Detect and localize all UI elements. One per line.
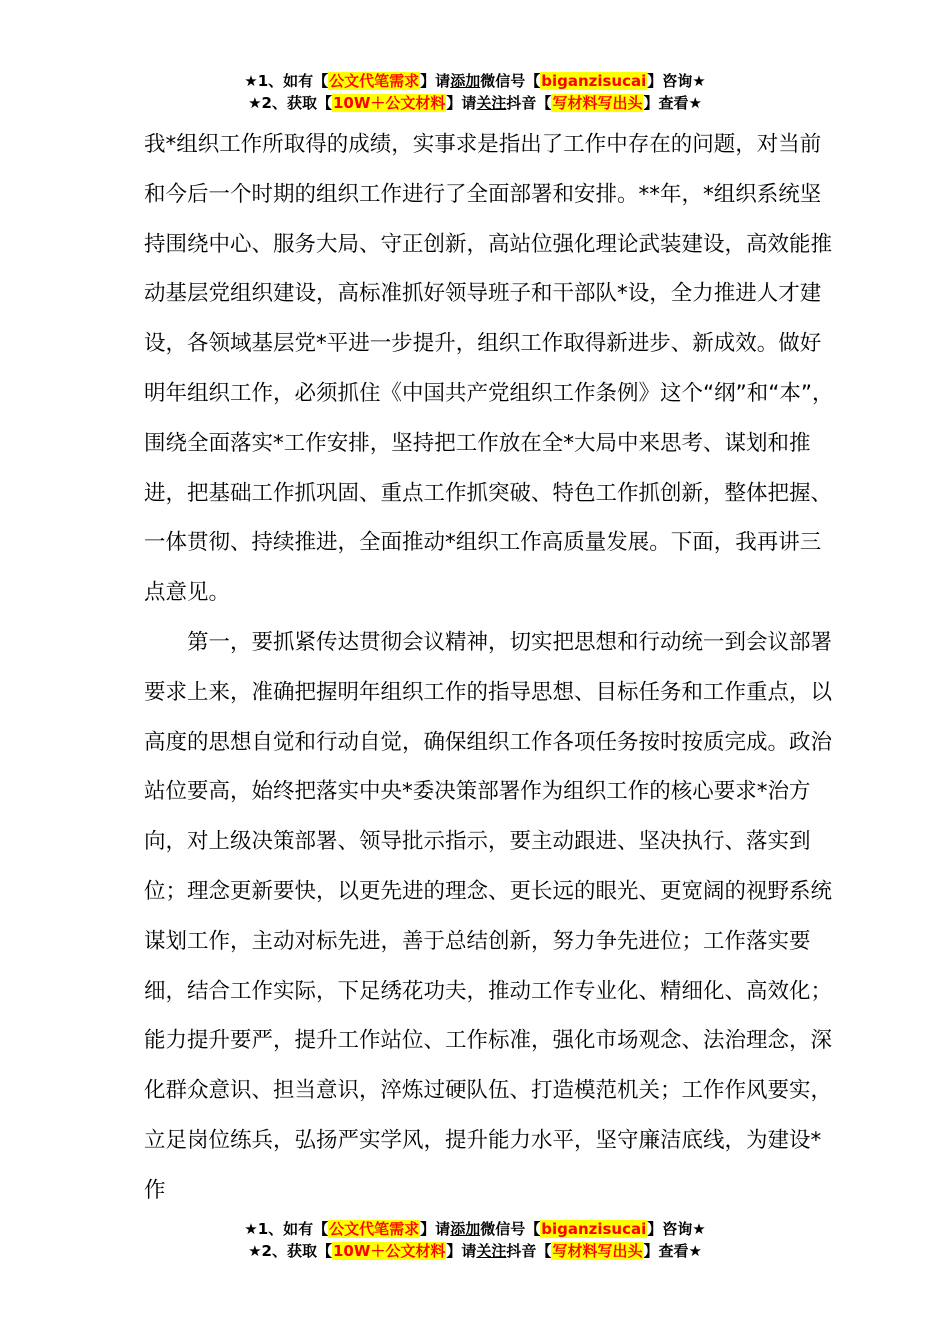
document-body: [144, 120, 834, 1216]
banner-line-2: ★2、获取【10W＋公文材料】请关注抖音【写材料写出头】查看★: [248, 94, 702, 112]
banner-highlight: 公文代笔需求: [329, 1220, 420, 1238]
paragraph-1: 我*组织工作所取得的成绩，实事求是指出了工作中存在的问题，对当前和今后一个时期的组织工作进行了全面部署和安排。**年，*组织系统坚持围绕中心、服务大局、守正创新，高站位强化理论武装建设，高效能推动基层党组织建设，高标准抓好领导班子和干部队*设，全力推进人才建设，各领域基层党*平进一步提升，组织工作取得新进步、新成效。做好明年组织工作，必须抓住《中国共产党组织工作条例》这个“纲”和“本”，围绕全面落实*工作安排，坚持把工作放在全*大局中来思考、谋划和推进，把基础工作抓巩固、重点工作抓突破、特色工作抓创新，整体把握、一体贯彻、持续推进，全面推动*组织工作高质量发展。下面，我再讲三点意见。: [144, 132, 834, 606]
banner-line-1: ★1、如有【公文代笔需求】请添加微信号【biganzisucai】咨询★: [244, 1220, 706, 1238]
banner-highlight: 写材料写出头: [552, 94, 643, 112]
banner-highlight: biganzisucai: [541, 1220, 647, 1238]
banner-line-2: ★2、获取【10W＋公文材料】请关注抖音【写材料写出头】查看★: [248, 1242, 702, 1260]
footer-banner: [0, 1218, 950, 1262]
banner-highlight: biganzisucai: [541, 72, 647, 90]
banner-highlight: 10W＋公文材料: [332, 1242, 446, 1260]
banner-highlight: 写材料写出头: [552, 1242, 643, 1260]
paragraph-2: 第一，要抓紧传达贯彻会议精神，切实把思想和行动统一到会议部署要求上来，准确把握明年组织工作的指导思想、目标任务和工作重点，以高度的思想自觉和行动自觉，确保组织工作各项任务按时按质完成。政治站位要高，始终把落实中央*委决策部署作为组织工作的核心要求*治方向，对上级决策部署、领导批示指示，要主动跟进、坚决执行、落实到位；理念更新要快，以更先进的理念、更长远的眼光、更宽阔的视野系统谋划工作，主动对标先进，善于总结创新，努力争先进位；工作落实要细，结合工作实际，下足绣花功夫，推动工作专业化、精细化、高效化；能力提升要严，提升工作站位、工作标准，强化市场观念、法治理念，深化群众意识、担当意识，淬炼过硬队伍、打造模范机关；工作作风要实，立足岗位练兵，弘扬严实学风，提升能力水平，坚守廉洁底线，为建设*作: [144, 629, 833, 1203]
banner-highlight: 公文代笔需求: [329, 72, 420, 90]
header-banner: [0, 70, 950, 114]
banner-highlight: 10W＋公文材料: [332, 94, 446, 112]
banner-line-1: ★1、如有【公文代笔需求】请添加微信号【biganzisucai】咨询★: [244, 72, 706, 90]
